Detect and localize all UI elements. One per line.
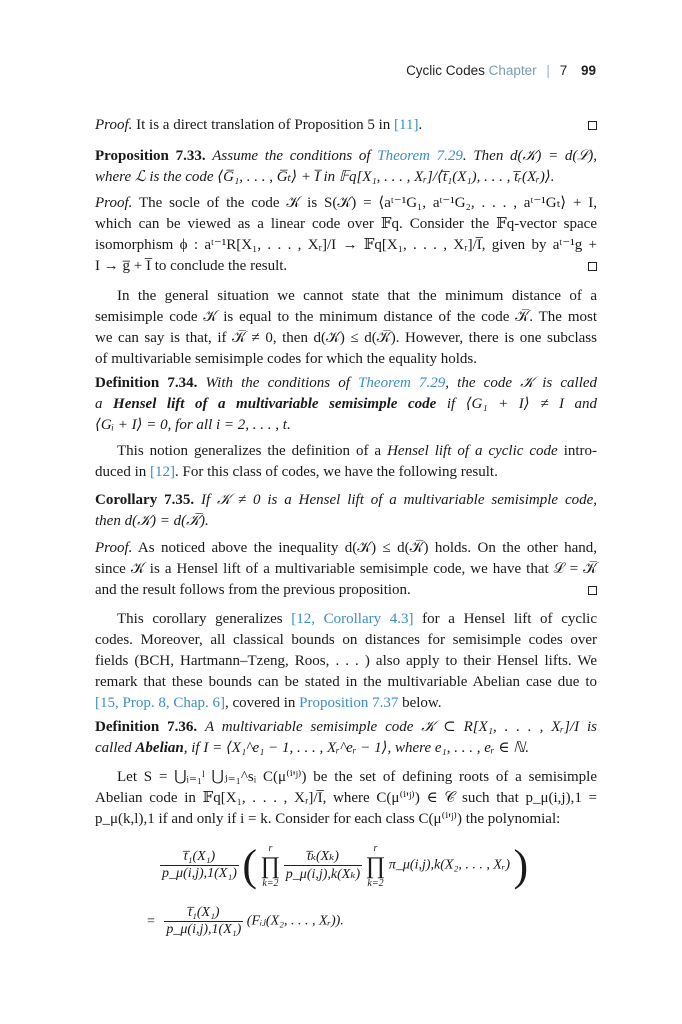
definition-label: Definition 7.34. <box>95 375 198 391</box>
corollary-7-35: Corollary 7.35. If 𝒦 ≠ 0 is a Hensel lift of a multivariable semisimple code, then d(𝒦) = d(𝒦̅). <box>95 492 598 529</box>
qed-symbol <box>588 262 597 271</box>
header-chapter-label: Chapter <box>488 63 537 78</box>
defined-term: Abelian <box>135 740 184 756</box>
fraction: $\frac{\text{t̅₁(X₁)}}{\text{p\_μ(i,j),1(X₁)}}$ <box>166 905 242 937</box>
paragraph-1: In the general situation we cannot state that the minimum distance of a semisimple code 𝒦 is equal to the minimum distance of the code 𝒦̅. The most we can say is that, if 𝒦̅ ≠ 0, then d(𝒦) ≤ d(𝒦̅). However, there is one subclass of multivariable semisimple codes for which the equality holds. <box>95 288 597 367</box>
proof-1: Proof. It is a direct translation of Proposition 5 in [11]. <box>95 115 597 136</box>
proof-2: Proof. The socle of the code 𝒦 is S(𝒦) = ⟨aᵗ⁻¹G₁, aᵗ⁻¹G₂, . . . , aᵗ⁻¹Gₜ⟩ + I, which can be viewed as a linear code over 𝔽q. Consider the 𝔽q-vector space isomorphism ϕ : aᵗ⁻¹R[X₁, . . . , Xᵣ]/I → 𝔽q[X₁, . . . , Xᵣ]/I̅, given by aᵗ⁻¹g + I → g̅ + I̅ to conclude the result. <box>95 195 598 274</box>
corollary-label: Corollary 7.35. <box>95 492 195 508</box>
citation-link[interactable]: [12] <box>149 464 175 480</box>
header-separator: | <box>546 63 550 78</box>
definition-label: Definition 7.36. <box>95 719 198 735</box>
defined-term: Hensel lift of a multivariable semisimple code <box>113 396 437 412</box>
proof-label: Proof. <box>95 540 133 556</box>
fraction: $\frac{\text{t̅ₖ(Xₖ)}}{\text{p\_μ(i,j),k(Xₖ)}}$ <box>285 849 361 882</box>
citation-link[interactable]: [15, Prop. 8, Chap. 6] <box>95 695 225 711</box>
product-operator: r ∏ k=2 <box>260 842 281 889</box>
proof-label: Proof. <box>95 195 133 211</box>
running-header <box>406 63 596 78</box>
proposition-label: Proposition 7.33. <box>95 148 206 164</box>
definition-7-36: Definition 7.36. A multivariable semisimple code 𝒦 ⊂ R[X₁, . . . , Xᵣ]/I is called Abelian, if I = ⟨X₁^e₁ − 1, . . . , Xᵣ^eᵣ − 1⟩, where e₁, . . . , eᵣ ∈ ℕ. <box>95 719 597 756</box>
qed-symbol <box>588 586 597 595</box>
header-title: Cyclic Codes <box>406 63 485 78</box>
proposition-link[interactable]: Proposition 7.37 <box>299 695 399 711</box>
qed-symbol <box>588 121 597 130</box>
product-operator: r ∏ k=2 <box>365 842 386 889</box>
display-formula-line-2: = $\frac{\text{t̅₁(X₁)}}{\text{p\_μ(i,j),1(X₁)}}$ (Fᵢⱼ(X₂, . . . , Xᵣ)). <box>147 905 344 937</box>
theorem-link[interactable]: Theorem 7.29 <box>358 375 446 391</box>
paragraph-3: This corollary generalizes [12, Corollary 4.3] for a Hensel lift of cyclic codes. Moreover, all classical bounds on distances for semisimple codes over fields (BCH, Hartmann–Tzeng, Roos, . . . ) also apply to their Hensel lifts. We remark that these bounds can be stated in the multivariable Abelian case due to [15, Prop. 8, Chap. 6], covered in Proposition 7.37 below. <box>95 611 598 711</box>
page-number: 99 <box>580 63 596 78</box>
proposition-7-33: Proposition 7.33. Assume the conditions of Theorem 7.29. Then d(𝒦) = d(ℒ), where ℒ is the code ⟨G̅₁, . . . , G̅ₜ⟩ + I̅ in 𝔽q[X₁, . . . , Xᵣ]/⟨t̅₁(X₁), . . . , t̅ᵣ(Xᵣ)⟩. <box>95 148 598 185</box>
citation-link[interactable]: [12, Corollary 4.3] <box>291 611 414 627</box>
proof-3: Proof. As noticed above the inequality d(𝒦) ≤ d(𝒦̅) holds. On the other hand, since 𝒦 is a Hensel lift of a multivariable semisimple code, we have that ℒ = 𝒦̅ and the result follows from the previous proposition. <box>95 540 597 598</box>
citation-link[interactable]: [11] <box>394 117 419 133</box>
paragraph-2: This notion generalizes the definition of a Hensel lift of a cyclic code intro- duced in [12]. For this class of codes, we have the following result. <box>95 443 598 480</box>
fraction: $\frac{\text{t̅₁(X₁)}}{\text{p\_μ(i,j),1(X₁)}}$ <box>162 849 237 881</box>
theorem-link[interactable]: Theorem 7.29 <box>377 148 463 164</box>
proof-label: Proof. <box>95 117 133 133</box>
paragraph-4: Let S = ⋃ᵢ₌₁ˡ ⋃ⱼ₌₁^sᵢ C(μ⁽ⁱ'ʲ⁾) be the set of defining roots of a semisimple Abelian code in 𝔽q[X₁, . . . , Xᵣ]/I̅, where C(μ⁽ⁱ'ʲ⁾) ∈ 𝒞 such that p_μ(i,j),1 = p_μ(k,l),1 if and only if i = k. Consider for each class C(μ⁽ⁱ'ʲ⁾) the polynomial: <box>95 769 597 827</box>
definition-7-34: Definition 7.34. With the conditions of Theorem 7.29, the code 𝒦 is called a Hensel lift of a multivariable semisimple code if ⟨G₁ + I⟩ ≠ I and ⟨Gᵢ + I⟩ = 0, for all i = 2, . . . , t. <box>95 375 598 433</box>
header-chapter-number: 7 <box>559 63 568 78</box>
proof-text: It is a direct translation of Proposition 5 in <box>136 117 391 133</box>
display-formula-line-1: $\frac{\text{t̅₁(X₁)}}{\text{p\_μ(i,j),1(X₁)}}$ ( r ∏ k=2 $\frac{\text{t̅ₖ(Xₖ)}}{\text{p\_μ(i,j),k(Xₖ)}}$ r ∏ k=2 π_μ(i,j),k(X₂, . . . , Xᵣ) ) <box>162 841 529 890</box>
